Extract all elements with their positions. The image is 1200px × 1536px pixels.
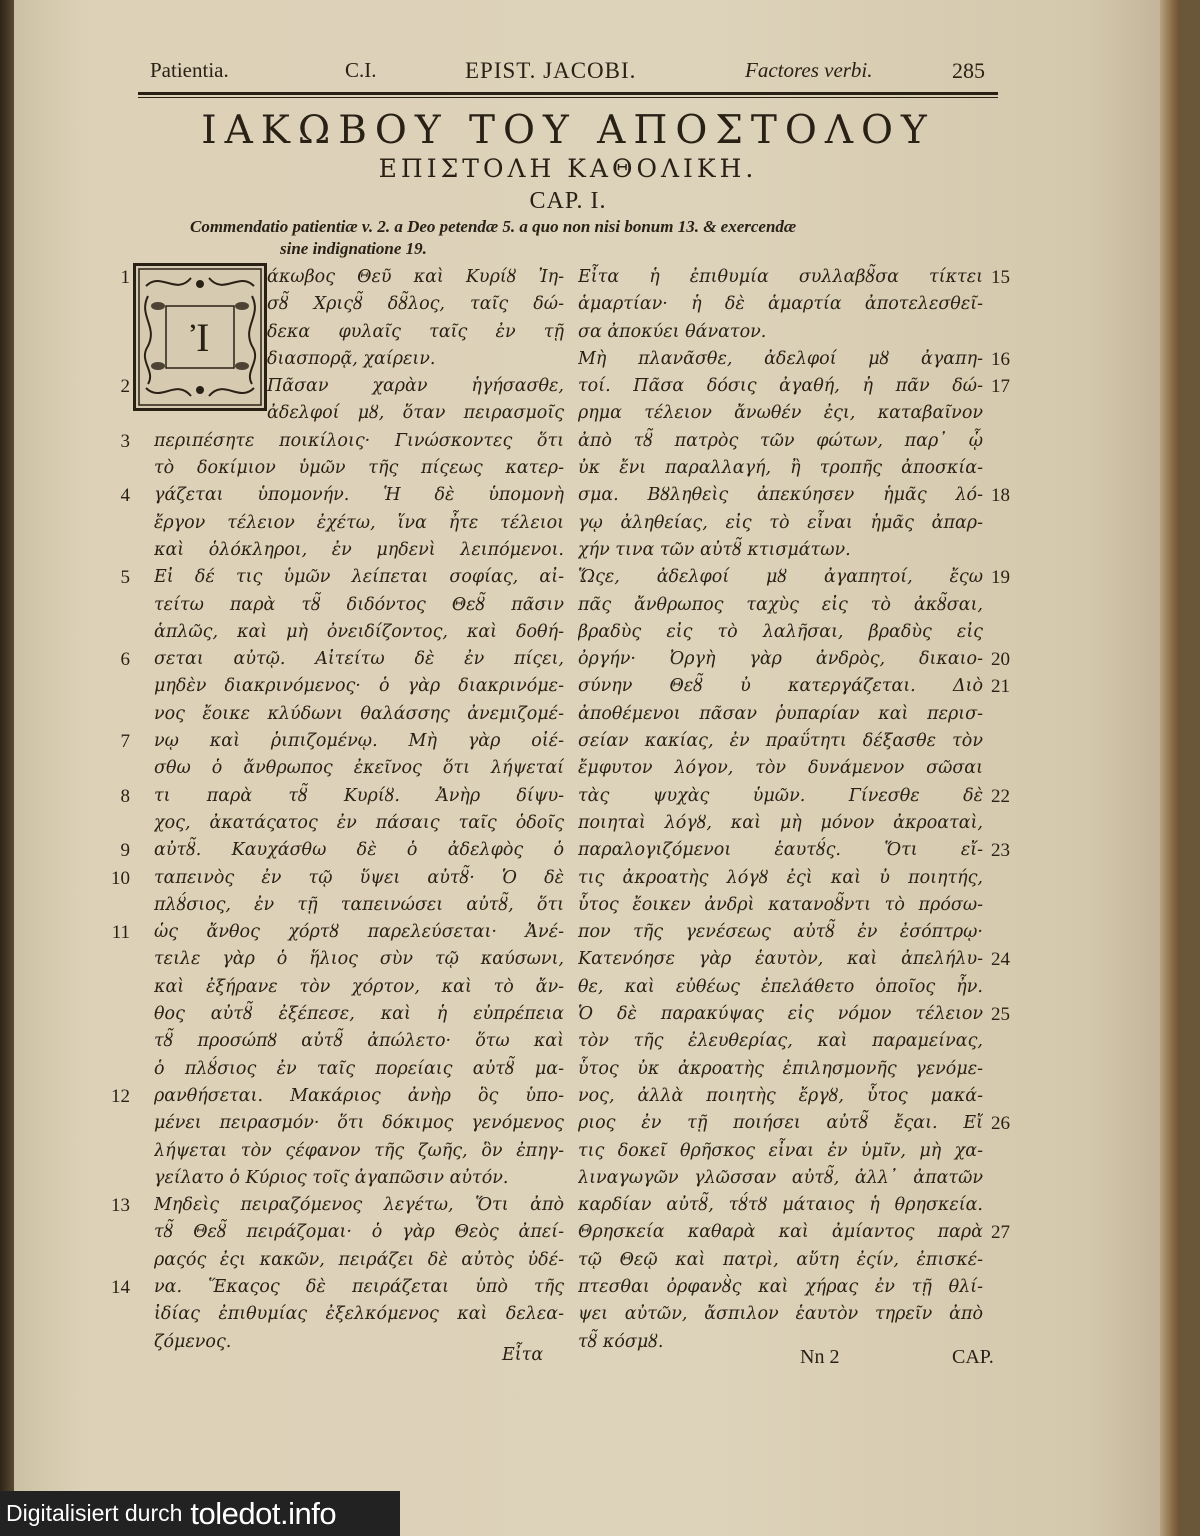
page-number: 285	[952, 58, 985, 83]
text-line	[566, 783, 1021, 810]
text-line	[566, 946, 1021, 973]
text-line	[122, 892, 564, 919]
verse-number: 16	[991, 348, 1010, 370]
header-rule-thin	[138, 97, 998, 98]
verse-text: Ὥςε, ἀδελφοί μȣ ἀγαπητοί, ἔςω	[578, 567, 983, 588]
text-line	[122, 1028, 564, 1055]
verse-text: σεται αὐτῷ. Αἰτείτω δὲ ἐν πίςει,	[154, 649, 564, 670]
text-line	[122, 537, 564, 564]
verse-text: Ὁ δὲ παρακύψας εἰς νόμον τέλειον	[578, 1004, 983, 1025]
verse-number: 20	[991, 649, 1010, 671]
text-line	[566, 455, 1021, 482]
running-head-title: EPIST. JACOBI.	[465, 58, 637, 83]
verse-text: νος, ἀλλὰ ποιητὴς ἔργȣ, ὗτος μακά-	[578, 1085, 983, 1106]
text-line	[122, 1329, 564, 1356]
running-head	[150, 58, 990, 92]
text-line	[122, 373, 564, 400]
text-line	[122, 783, 564, 810]
verse-number: 9	[120, 840, 130, 862]
text-line	[122, 346, 564, 373]
text-line	[566, 1192, 1021, 1219]
text-line	[566, 319, 1021, 346]
verse-text: τοί. Πᾶσα δόσις ἀγαθή, ἠ πᾶν δώ-	[578, 376, 983, 397]
text-line	[122, 510, 564, 537]
verse-text: τις ἀκροατὴς λόγȣ ἐςὶ καὶ ὐ ποιητής,	[578, 867, 983, 888]
verse-text: χος, ἀκατάςατος ἐν πάσαις ταῖς ὁδοῖς	[154, 812, 564, 833]
verse-text: καὶ ἐξήρανε τὸν χόρτον, καὶ τὸ ἄν-	[154, 976, 564, 997]
text-line	[122, 428, 564, 455]
verse-text: σȣ̃ Χριςȣ̃ δȣ̃λος, ταῖς δώ-	[267, 294, 564, 315]
verse-text: ἔμφυτον λόγον, τὸν δυνάμενον σῶσαι	[578, 758, 983, 779]
text-line	[566, 592, 1021, 619]
verse-text: δεκα φυλαῖς ταῖς ἐν τῇ	[267, 321, 564, 342]
verse-text: ἁμαρτίαν· ἡ δὲ ἁμαρτία ἀποτελεσθεῖ-	[578, 294, 983, 315]
running-head-right: Factores verbi.	[745, 58, 873, 82]
text-line	[122, 482, 564, 509]
verse-text: περιπέσητε ποικίλοις· Γινώσκοντες ὅτι	[154, 430, 564, 451]
verse-text: ριος ἐν τῇ ποιήσει αὐτȣ̃ ἔςαι. Εἴ	[578, 1113, 983, 1134]
text-line	[566, 1028, 1021, 1055]
verse-text: ἀδελφοί μȣ, ὅταν πειρασμοῖς	[267, 403, 564, 424]
verse-text: ἔργον τέλειον ἐχέτω, ἵνα ἦτε τέλειοι	[154, 512, 564, 533]
verse-text: θε, καὶ εὐθέως ἐπελάθετο ὁποῖος ἦν.	[578, 976, 983, 997]
text-line	[566, 919, 1021, 946]
text-line	[122, 1056, 564, 1083]
verse-number: 14	[111, 1276, 130, 1298]
text-line	[122, 1138, 564, 1165]
verse-text: μένει πειρασμόν· ὅτι δόκιμος γενόμενος	[154, 1113, 564, 1134]
verse-text: να. Ἕκαςος δὲ πειράζεται ὑπὸ τῆς	[154, 1276, 564, 1297]
verse-number: 21	[991, 676, 1010, 698]
right-column	[566, 264, 1021, 1356]
verse-text: πον τῆς γενέσεως αὐτȣ̃ ἐν ἐσόπτρῳ·	[578, 922, 983, 943]
text-line	[566, 264, 1021, 291]
text-line	[566, 728, 1021, 755]
verse-text: καρδίαν αὐτȣ̃, τȣ́τȣ μάταιος ἡ θρησκεία.	[578, 1195, 983, 1216]
verse-text: ρημα τέλειον ἄνωθέν ἐςι, καταβαῖνον	[578, 403, 983, 424]
verse-text: ὀργήν· Ὀργὴ γὰρ ἀνδρὸς, δικαιο-	[578, 649, 983, 670]
text-line	[566, 865, 1021, 892]
verse-text: τȣ̃ κόσμȣ.	[578, 1331, 664, 1352]
verse-number: 25	[991, 1004, 1010, 1026]
verse-text: σείαν κακίας, ἐν πραΰτητι δέξασθε τὸν	[578, 731, 983, 752]
verse-text: ὁ πλȣ́σιος ἐν ταῖς πορείαις αὐτȣ̃ μα-	[154, 1058, 564, 1079]
verse-text: πᾶς ἄνθρωπος ταχὺς εἰς τὸ ἀκȣ̃σαι,	[578, 594, 983, 615]
verse-text: τι παρὰ τȣ̃ Κυρίȣ. Ἀνὴρ δίψυ-	[154, 785, 564, 806]
verse-text: διασπορᾷ, χαίρειν.	[267, 348, 436, 369]
verse-text: ψει αὐτῶν, ἄσπιλον ἑαυτὸν τηρεῖν ἀπὸ	[578, 1304, 983, 1325]
drop-initial-letter: Ἰ	[183, 314, 218, 361]
catchword-right: CAP.	[952, 1346, 994, 1368]
text-line	[566, 1301, 1021, 1328]
verse-text: τȣ̃ Θεȣ̃ πειράζομαι· ὁ γὰρ Θεὸς ἀπεί-	[154, 1222, 564, 1243]
watermark-brand: toledot.info	[190, 1495, 337, 1531]
verse-text: ζόμενος.	[154, 1331, 232, 1352]
chapter-summary	[190, 216, 970, 260]
text-line	[566, 810, 1021, 837]
verse-text: Μὴ πλανᾶσθε, ἀδελφοί μȣ ἀγαπη-	[578, 348, 983, 369]
text-line	[122, 810, 564, 837]
verse-text: νος ἔοικε κλύδωνι θαλάσσης ἀνεμιζομέ-	[154, 703, 564, 724]
verse-text: τὸν τῆς ἐλευθερίας, καὶ παραμείνας,	[578, 1031, 983, 1052]
verse-text: τις δοκεῖ θρῆσκος εἶναι ἐν ὑμῖν, μὴ χα-	[578, 1140, 983, 1161]
verse-text: Εἰ δέ τις ὑμῶν λείπεται σοφίας, αἰ-	[154, 567, 564, 588]
text-line	[122, 946, 564, 973]
watermark-prefix: Digitalisiert durch	[6, 1500, 183, 1526]
verse-text: ραςός ἐςι κακῶν, πειράζει δὲ αὐτὸς ὐδέ-	[154, 1249, 564, 1270]
text-line	[122, 701, 564, 728]
text-line	[566, 428, 1021, 455]
verse-text: σμα. Βȣληθεὶς ἀπεκύησεν ἡμᾶς λό-	[578, 485, 983, 506]
text-line	[566, 837, 1021, 864]
text-line	[122, 673, 564, 700]
text-line	[566, 974, 1021, 1001]
text-line	[566, 291, 1021, 318]
text-line	[122, 291, 564, 318]
verse-text: Μηδεὶς πειραζόμενος λεγέτω, Ὅτι ἀπὸ	[154, 1195, 564, 1216]
verse-number: 24	[991, 949, 1010, 971]
text-line	[122, 455, 564, 482]
text-line	[566, 564, 1021, 591]
verse-text: αὐτȣ̃. Καυχάσθω δὲ ὁ ἀδελφὸς ὁ	[154, 840, 564, 861]
text-line	[566, 1001, 1021, 1028]
text-line	[122, 400, 564, 427]
text-line	[122, 564, 564, 591]
text-line	[566, 755, 1021, 782]
text-line	[122, 264, 564, 291]
signature-mark: Nn 2	[800, 1346, 840, 1368]
verse-number: 22	[991, 785, 1010, 807]
text-line	[566, 482, 1021, 509]
verse-text: Θρησκεία καθαρὰ καὶ ἀμίαντος παρὰ	[578, 1222, 983, 1243]
verse-text: τὸ δοκίμιον ὑμῶν τῆς πίςεως κατερ-	[154, 458, 564, 479]
verse-text: ἀπὸ τȣ̃ πατρὸς τῶν φώτων, παρ᾽ ᾧ	[578, 430, 983, 451]
digitization-watermark	[0, 1491, 400, 1536]
text-line	[566, 1083, 1021, 1110]
text-line	[566, 373, 1021, 400]
verse-number: 6	[120, 649, 130, 671]
text-line	[111, 1083, 564, 1110]
verse-text: τȣ̃ προσώπȣ αὐτȣ̃ ἀπώλετο· ὅτω καὶ	[154, 1031, 564, 1052]
verse-text: Πᾶσαν χαρὰν ἡγήσασθε,	[267, 376, 564, 397]
verse-text: τὰς ψυχὰς ὑμῶν. Γίνεσθε δὲ	[578, 785, 983, 806]
text-line	[566, 673, 1021, 700]
verse-number: 13	[111, 1195, 130, 1217]
text-line	[111, 919, 564, 946]
verse-text: γῳ ἀληθείας, εἰς τὸ εἶναι ἡμᾶς ἀπαρ-	[578, 512, 983, 533]
text-line	[111, 865, 564, 892]
text-line	[566, 1056, 1021, 1083]
verse-text: βραδὺς εἰς τὸ λαλῆσαι, βραδὺς εἰς	[578, 621, 983, 642]
verse-text: λήψεται τὸν ςέφανον τῆς ζωῆς, ὃν ἐπηγ-	[154, 1140, 564, 1161]
verse-number: 11	[111, 922, 130, 944]
verse-text: άκωβος Θεῦ καὶ Κυρίȣ Ἰη-	[267, 267, 564, 287]
verse-text: ἰδίας ἐπιθυμίας ἐξελκόμενος καὶ δελεα-	[154, 1304, 564, 1325]
text-line	[566, 701, 1021, 728]
catchword-left: Εἶτα	[502, 1345, 544, 1365]
verse-text: μηδὲν διακρινόμενος· ὁ γὰρ διακρινόμε-	[154, 676, 564, 697]
running-head-chapter: C.I.	[345, 58, 377, 82]
verse-number: 10	[111, 867, 130, 889]
verse-text: χήν τινα τῶν αὐτȣ̃ κτισμάτων.	[578, 539, 851, 560]
verse-text: γείλατο ὁ Κύριος τοῖς ἀγαπῶσιν αὐτόν.	[154, 1167, 509, 1188]
verse-number: 27	[991, 1222, 1010, 1244]
verse-text: ἀποθέμενοι πᾶσαν ῥυπαρίαν καὶ περισ-	[578, 703, 983, 724]
running-head-left: Patientia.	[150, 58, 229, 82]
verse-text: ὡς ἄνθος χόρτȣ παρελεύσεται· Ἀνέ-	[154, 922, 564, 943]
text-line	[122, 1165, 564, 1192]
verse-number: 8	[120, 785, 130, 807]
text-line	[122, 755, 564, 782]
text-line	[566, 1247, 1021, 1274]
verse-text: πλȣ́σιος, ἐν τῇ ταπεινώσει αὐτȣ̃, ὅτι	[154, 894, 564, 915]
verse-number: 19	[991, 567, 1010, 589]
epistle-title: ΙΑΚΩΒΟΥ ΤΟΥ ΑΠΟΣΤΟΛΟΥ	[201, 108, 935, 153]
verse-text: Κατενόησε γὰρ ἑαυτὸν, καὶ ἀπελήλυ-	[578, 949, 983, 970]
verse-number: 4	[120, 485, 130, 507]
text-line	[566, 646, 1021, 673]
verse-text: ταπεινὸς ἐν τῷ ὕψει αὐτȣ̃· Ὁ δὲ	[154, 867, 564, 888]
text-line	[122, 1219, 564, 1246]
verse-number: 18	[991, 485, 1010, 507]
page-edge	[1160, 0, 1180, 1536]
verse-number: 15	[991, 267, 1010, 288]
verse-number: 2	[120, 376, 130, 398]
text-line	[122, 646, 564, 673]
book-spine	[0, 0, 14, 1536]
text-line	[566, 510, 1021, 537]
left-column	[111, 264, 564, 1356]
verse-text: ρανθήσεται. Μακάριος ἀνὴρ ὃς ὑπο-	[154, 1085, 564, 1106]
text-line	[111, 1192, 564, 1219]
verse-number: 23	[991, 840, 1010, 862]
verse-text: σύνην Θεȣ̃ ὐ κατεργάζεται. Διὸ	[578, 676, 983, 697]
verse-text: ὐκ ἔνι παραλλαγή, ἢ τροπῆς ἀποσκία-	[578, 458, 983, 479]
text-line	[566, 619, 1021, 646]
text-line	[566, 1165, 1021, 1192]
text-line	[122, 728, 564, 755]
verse-text: ποιηταὶ λόγȣ, καὶ μὴ μόνον ἀκροαταὶ,	[578, 812, 983, 833]
verse-text: ἁπλῶς, καὶ μὴ ὀνειδίζοντος, καὶ δοθή-	[154, 621, 564, 642]
text-line	[122, 1301, 564, 1328]
verse-text: τῷ Θεῷ καὶ πατρὶ, αὕτη ἐςίν, ἐπισκέ-	[578, 1249, 983, 1270]
text-line	[566, 346, 1021, 373]
text-line	[122, 319, 564, 346]
text-line	[122, 974, 564, 1001]
chapter-heading: CAP. I.	[529, 188, 607, 214]
verse-text: τείτω παρὰ τȣ̃ διδόντος Θεȣ̃ πᾶσιν	[154, 594, 564, 615]
header-rule	[138, 92, 998, 95]
verse-number: 12	[111, 1085, 130, 1107]
epistle-subtitle: ΕΠΙΣΤΟΛΗ ΚΑΘΟΛΙΚΗ.	[378, 154, 758, 183]
text-line	[566, 1110, 1021, 1137]
verse-number: 3	[120, 430, 130, 452]
text-line	[122, 592, 564, 619]
text-line	[122, 1247, 564, 1274]
text-line	[566, 1138, 1021, 1165]
verse-text: σθω ὁ ἄνθρωπος ἐκεῖνος ὅτι λήψεταί	[154, 758, 564, 779]
text-line	[122, 1110, 564, 1137]
verse-number: 7	[120, 731, 130, 753]
verse-text: σα ἀποκύει θάνατον.	[578, 321, 767, 342]
verse-number: 17	[991, 376, 1010, 398]
text-line	[566, 400, 1021, 427]
verse-number: 26	[991, 1113, 1010, 1135]
verse-text: Εἶτα ἡ ἐπιθυμία συλλαβȣ̃σα τίκτει	[578, 267, 983, 287]
verse-text: λιναγωγῶν γλῶσσαν αὐτȣ̃, ἀλλ᾽ ἀπατῶν	[578, 1167, 983, 1188]
summary-line: sine indignatione 19.	[280, 239, 427, 258]
verse-text: γάζεται ὑπομονήν. Ἡ δὲ ὑπομονὴ	[154, 485, 564, 506]
verse-text: τειλε γὰρ ὁ ἥλιος σὺν τῷ καύσωνι,	[154, 949, 564, 970]
verse-text: νῳ καὶ ῥιπιζομένῳ. Μὴ γὰρ οἰέ-	[154, 731, 564, 752]
verse-text: καὶ ὁλόκληροι, ἐν μηδενὶ λειπόμενοι.	[154, 539, 564, 560]
text-line	[122, 619, 564, 646]
text-line	[111, 1274, 564, 1301]
text-line	[566, 537, 1021, 564]
verse-text: παραλογιζόμενοι ἑαυτȣ́ς. Ὅτι εἴ-	[578, 840, 983, 861]
verse-text: ὗτος ἔοικεν ἀνδρὶ κατανοȣ̃ντι τὸ πρόσω-	[578, 894, 983, 915]
verse-text: θος αὐτȣ̃ ἐξέπεσε, καὶ ἡ εὐπρέπεια	[154, 1004, 564, 1025]
summary-line: Commendatio patientiæ v. 2. a Deo petendæ 5. a quo non nisi bonum 13. & exercendæ	[190, 217, 797, 236]
text-line	[566, 892, 1021, 919]
verse-text: πτεσθαι ὀρφανȣ̀ς καὶ χήρας ἐν τῇ θλί-	[578, 1276, 983, 1297]
verse-number: 5	[120, 567, 130, 589]
text-line	[122, 1001, 564, 1028]
verse-text: ὗτος ὐκ ἀκροατὴς ἐπιλησμονῆς γενόμε-	[578, 1058, 983, 1079]
verse-number: 1	[120, 267, 130, 288]
text-line	[566, 1219, 1021, 1246]
text-line	[122, 837, 564, 864]
text-line	[566, 1274, 1021, 1301]
